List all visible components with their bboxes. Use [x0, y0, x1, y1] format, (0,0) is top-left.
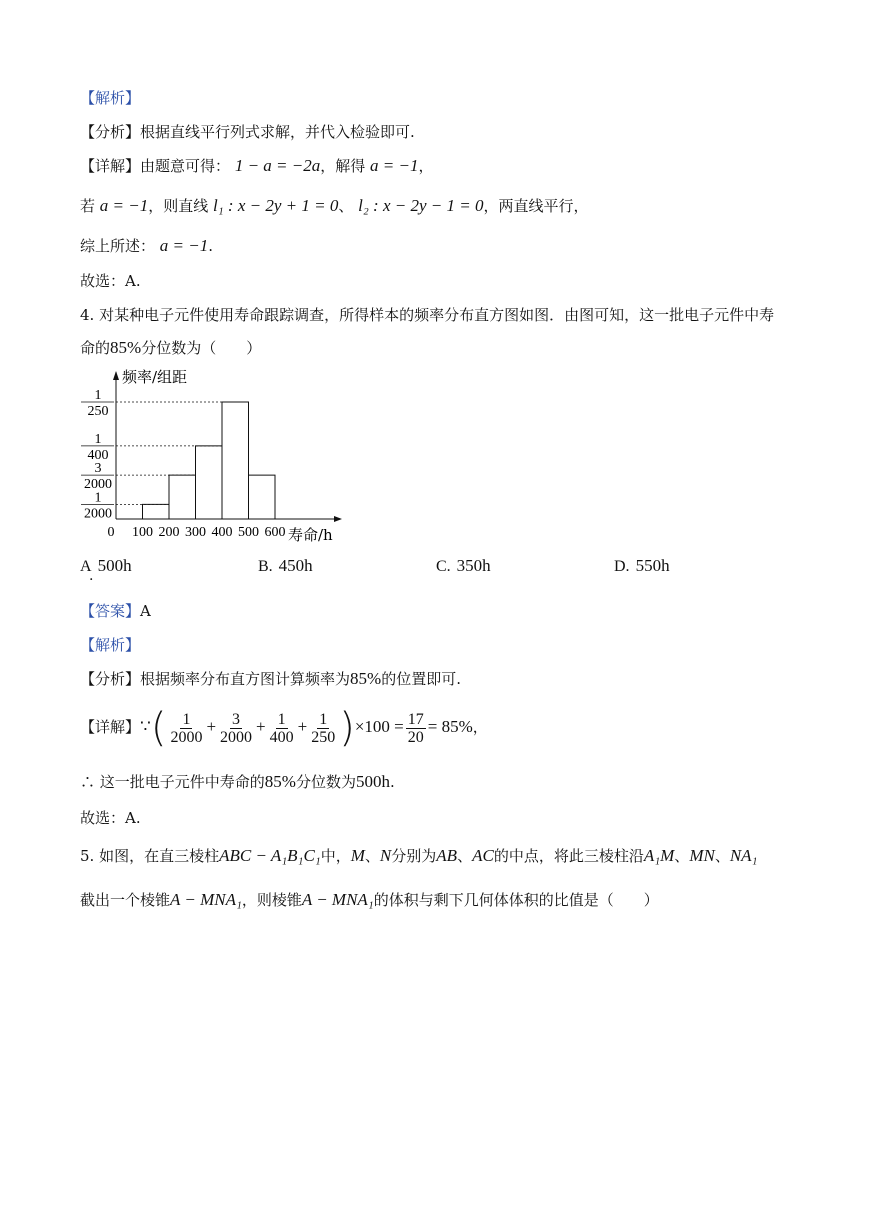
option-value: 450h — [278, 556, 313, 575]
q4-stem-text: 命的 — [80, 339, 111, 357]
line-l2-equation: l₂ : x − 2y − 1 = 0 — [358, 196, 484, 215]
x-axis-label: 寿命/h — [288, 526, 333, 544]
q5-stem-text-3: 分别为 — [391, 847, 437, 865]
y-tick-numerator: 3 — [94, 461, 102, 477]
q3-check-text-2: ，两直线平行， — [483, 197, 589, 215]
analysis-tag: 【解析】 — [80, 89, 141, 107]
q3-choice: 故选：A. — [80, 272, 141, 290]
x-tick-label: 300 — [185, 525, 206, 540]
q4-analysis-label: 【分析】 — [80, 670, 141, 688]
segment-mn: MN — [689, 846, 715, 865]
q5-stem-text-2: 中， — [320, 847, 351, 865]
option-a[interactable] — [80, 556, 132, 576]
q4-detail-label: 【详解】 — [80, 718, 141, 736]
q5-sep: 、 — [364, 847, 380, 865]
q5-stem-text-4: 的中点，将此三棱柱沿 — [493, 847, 644, 865]
x-tick-label: 0 — [107, 525, 115, 540]
q3-check-eq: a = −1 — [99, 196, 149, 215]
plus-sign: + — [256, 717, 266, 736]
q4-analysis-text: 根据频率分布直方图计算频率为 — [140, 670, 351, 688]
q3-check-prefix: 若 — [80, 197, 96, 215]
fraction-den: 250 — [311, 728, 336, 746]
fraction-den: 20 — [407, 728, 424, 746]
histogram-bar — [249, 475, 276, 519]
y-tick-numerator: 1 — [94, 431, 102, 447]
point-n: N — [379, 846, 392, 865]
option-d[interactable] — [614, 556, 670, 576]
q3-summary-line — [80, 236, 213, 256]
q3-summary-eq: a = −1 — [159, 236, 209, 255]
fraction-den: 2000 — [220, 728, 253, 746]
q3-summary-tail: . — [208, 237, 214, 255]
q3-detail-tail: ， — [418, 157, 434, 175]
fraction-num: 1 — [277, 710, 286, 728]
frequency-histogram — [76, 366, 356, 546]
x-tick-label: 400 — [211, 525, 233, 540]
right-paren: ) — [339, 705, 355, 751]
q5-stem-text: 5. 如图，在直三棱柱 — [80, 847, 220, 865]
option-c[interactable] — [436, 556, 491, 576]
x-axis-arrow — [334, 516, 342, 522]
q4-conclusion-text-2: 分位数为 — [295, 773, 356, 791]
q4-analysis-line — [80, 669, 461, 689]
q4-conclusion-line — [80, 772, 395, 792]
q3-analysis-text: 根据直线平行列式求解，并代入检验即可. — [140, 123, 415, 141]
prism-name: ABC − A₁B₁C₁ — [219, 846, 321, 865]
fraction-term — [218, 711, 254, 746]
q5-stem-line-2 — [80, 890, 659, 910]
analysis-tag-2: 【解析】 — [80, 636, 141, 654]
q4-conclusion-tail: . — [389, 773, 395, 791]
y-tick-numerator: 1 — [94, 490, 102, 506]
q4-conclusion-text: ∴ 这一批电子元件中寿命的 — [80, 773, 265, 791]
plus-sign: + — [206, 717, 217, 736]
q4-conclusion-value: 500h — [355, 772, 390, 791]
x-tick-label: 100 — [132, 525, 153, 540]
q4-choice: 故选：A. — [80, 809, 141, 827]
fraction-term — [309, 711, 337, 746]
option-letter: C. — [436, 558, 451, 575]
y-tick-denominator: 2000 — [84, 477, 112, 493]
q5-sep: 、 — [674, 847, 690, 865]
x-tick-label: 600 — [264, 525, 286, 540]
plus-sign: + — [297, 717, 308, 736]
histogram-bar — [222, 402, 249, 519]
q4-detail-line — [80, 704, 488, 750]
fraction-term — [168, 711, 204, 746]
y-tick-numerator: 1 — [94, 388, 102, 403]
result-comma: ， — [472, 718, 488, 736]
because-symbol: ∵ — [140, 717, 151, 736]
option-letter: D. — [614, 558, 630, 575]
q4-analysis-text-2: 的位置即可. — [381, 670, 461, 688]
option-value: 350h — [456, 556, 491, 575]
fraction-num: 3 — [232, 710, 241, 728]
q3-check-line — [80, 196, 588, 216]
fraction-den: 2000 — [170, 728, 203, 746]
histogram-bar — [169, 475, 196, 519]
answer-value: A — [140, 602, 151, 620]
q3-detail-text: 由题意可得： — [140, 157, 231, 175]
fraction-num: 1 — [319, 710, 328, 728]
y-axis-arrow — [113, 371, 119, 380]
q5-stem-text-6: ，则棱锥 — [241, 891, 302, 909]
q4-stem-line-1: 4. 对某种电子元件使用寿命跟踪调查，所得样本的频率分布直方图如图．由图可知，这一批电子元件中寿 — [80, 306, 775, 324]
q5-sep: 、 — [714, 847, 730, 865]
y-axis-label: 频率/组距 — [122, 368, 188, 386]
q4-percent: 85% — [110, 338, 142, 357]
q3-summary-text: 综上所述： — [80, 237, 156, 255]
answer-line — [80, 601, 151, 621]
q3-detail-line — [80, 156, 434, 176]
q3-detail-text-2: ，解得 — [320, 157, 366, 175]
q3-check-text: ，则直线 — [148, 197, 209, 215]
times-100: ×100 = — [354, 717, 404, 736]
x-tick-label: 200 — [158, 525, 180, 540]
y-tick-denominator: 250 — [87, 404, 109, 419]
fraction-num: 1 — [182, 710, 191, 728]
answer-label: 【答案】 — [80, 602, 141, 620]
q3-check-sep: 、 — [338, 197, 354, 215]
option-letter: A — [80, 558, 92, 575]
option-b[interactable] — [258, 556, 313, 576]
y-tick-denominator: 2000 — [84, 506, 112, 522]
fraction-term — [268, 711, 296, 746]
histogram-bar — [196, 446, 223, 519]
q4-conclusion-pct: 85% — [264, 772, 296, 791]
segment-a1m: A₁M — [643, 846, 675, 865]
fraction-num: 17 — [407, 710, 424, 728]
q5-stem-line-1 — [80, 846, 757, 866]
segment-na1: NA₁ — [729, 846, 758, 865]
option-value: 550h — [635, 556, 670, 575]
q3-analysis-label: 【分析】 — [80, 123, 141, 141]
q3-solution: a = −1 — [370, 156, 419, 175]
result-fraction — [406, 711, 426, 746]
q4-stem-line-2 — [80, 338, 261, 358]
left-paren: ( — [150, 705, 167, 751]
histogram-bar — [143, 504, 170, 519]
q5-stem-text-7: 的体积与剩下几何体体积的比值是（ ） — [373, 891, 659, 909]
option-value: 500h — [97, 556, 132, 575]
x-tick-label: 500 — [238, 525, 259, 540]
q3-analysis-line — [80, 122, 415, 142]
y-tick-denominator: 400 — [87, 447, 109, 463]
q5-sep: 、 — [457, 847, 473, 865]
segment-ac: AC — [472, 846, 494, 865]
line-l1-equation: l₁ : x − 2y + 1 = 0 — [213, 196, 339, 215]
q3-equation: 1 − a = −2a — [234, 156, 321, 175]
fraction-den: 400 — [269, 728, 294, 746]
option-a-dot: . — [89, 568, 94, 584]
pyramid-name: A − MNA₁ — [301, 890, 374, 909]
q4-stem-text-2: 分位数为（ ） — [141, 339, 262, 357]
pyramid-name: A − MNA₁ — [170, 890, 242, 909]
option-letter: B. — [258, 558, 273, 575]
result-percent: = 85% — [427, 717, 473, 736]
segment-ab: AB — [436, 846, 458, 865]
point-m: M — [350, 846, 365, 865]
q4-analysis-pct: 85% — [350, 669, 382, 688]
q3-detail-label: 【详解】 — [80, 157, 141, 175]
q5-stem-text-5: 截出一个棱锥 — [80, 891, 171, 909]
